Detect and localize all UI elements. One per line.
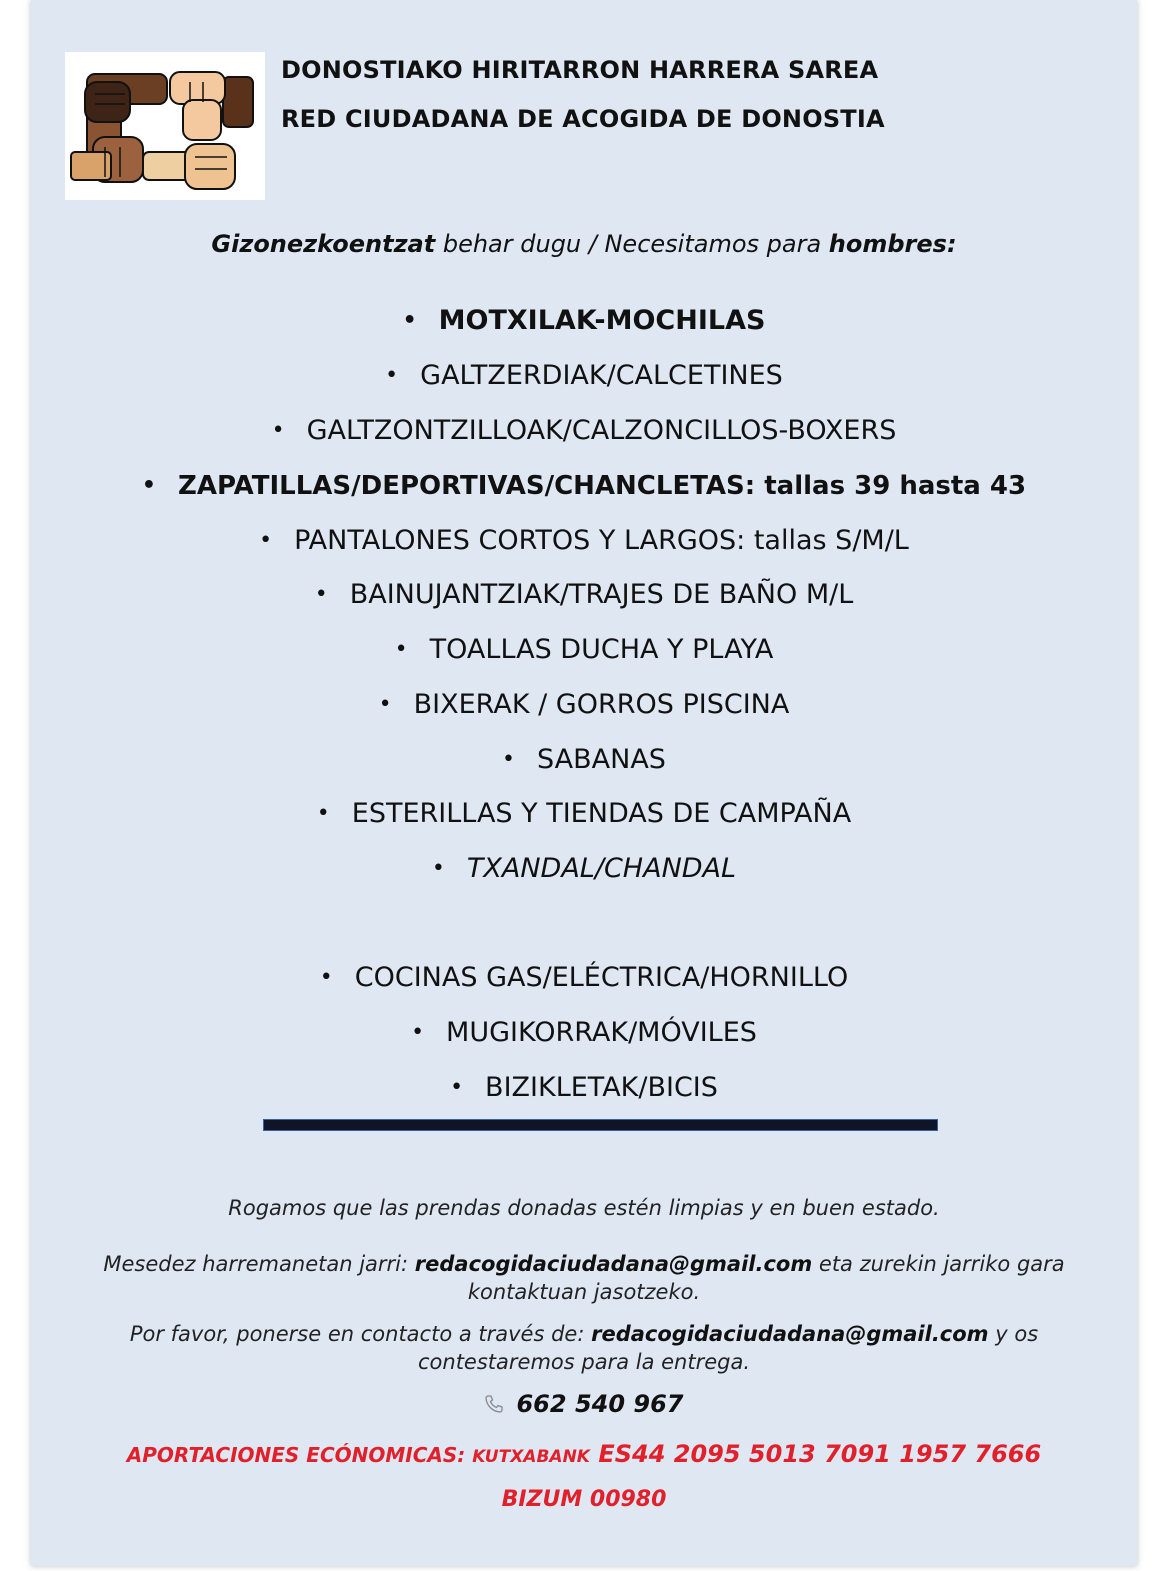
bullet-icon: • <box>402 308 417 333</box>
list-item: • MOTXILAK-MOCHILAS <box>402 305 766 336</box>
list-item: • SABANAS <box>502 744 666 775</box>
phone-number[interactable]: 662 540 967 <box>516 1390 684 1418</box>
section-divider <box>263 1119 938 1131</box>
org-name-spanish: RED CIUDADANA DE ACOGIDA DE DONOSTIA <box>281 105 885 133</box>
intro-basque-bold: Gizonezkoentzat <box>211 230 436 258</box>
org-name-basque: DONOSTIAKO HIRITARRON HARRERA SAREA <box>281 56 879 84</box>
list-item: • GALTZONTZILLOAK/CALZONCILLOS-BOXERS <box>271 415 897 446</box>
donations-label: APORTACIONES ECÓNOMICAS: <box>126 1443 473 1467</box>
phone-icon <box>484 1392 504 1420</box>
bullet-icon: • <box>502 747 516 772</box>
bank-iban: ES44 2095 5013 7091 1957 7666 <box>589 1440 1042 1468</box>
phone-row <box>31 1390 1137 1420</box>
list-item: • BIZIKLETAK/BICIS <box>450 1072 718 1103</box>
bullet-icon: • <box>141 473 156 498</box>
list-item: • TOALLAS DUCHA Y PLAYA <box>394 634 774 665</box>
document-page <box>31 0 1137 1566</box>
bullet-icon: • <box>394 637 408 662</box>
bullet-icon: • <box>271 418 285 443</box>
list-item: • TXANDAL/CHANDAL <box>431 853 737 884</box>
list-item: • BAINUJANTZIAK/TRAJES DE BAÑO M/L <box>314 579 854 610</box>
joined-hands-logo <box>65 52 265 200</box>
bullet-icon: • <box>431 856 445 881</box>
bullet-icon: • <box>450 1075 464 1100</box>
list-item: • BIXERAK / GORROS PISCINA <box>378 689 790 720</box>
bullet-icon: • <box>385 363 399 388</box>
contact-email-link[interactable]: redacogidaciudadana@gmail.com <box>591 1322 989 1346</box>
clean-items-note: Rogamos que las prendas donadas estén limpias y en buen estado. <box>228 1196 940 1220</box>
bullet-icon: • <box>314 582 328 607</box>
list-item: • MUGIKORRAK/MÓVILES <box>411 1017 757 1048</box>
bullet-icon: • <box>259 528 273 553</box>
list-item: • GALTZERDIAK/CALCETINES <box>385 360 783 391</box>
needs-intro <box>31 230 1137 258</box>
bullet-icon: • <box>411 1020 425 1045</box>
list-item: • PANTALONES CORTOS Y LARGOS: tallas S/M/L <box>259 525 909 556</box>
bullet-icon: • <box>319 965 333 990</box>
intro-spanish-bold: hombres: <box>828 230 957 258</box>
bullet-icon: • <box>316 801 330 826</box>
contact-note-basque: Mesedez harremanetan jarri: redacogidaciudadana@gmail.com eta zurekin jarriko gara kontaktuan jasotzeko. <box>103 1252 1065 1304</box>
bizum-code: BIZUM 00980 <box>501 1487 667 1512</box>
bank-name: KUTXABANK <box>472 1447 590 1467</box>
list-item: • ESTERILLAS Y TIENDAS DE CAMPAÑA <box>316 798 852 829</box>
bullet-icon: • <box>378 692 392 717</box>
contact-note-spanish: Por favor, ponerse en contacto a través de: redacogidaciudadana@gmail.com y os contestaremos para la entrega. <box>129 1322 1039 1374</box>
list-item: • ZAPATILLAS/DEPORTIVAS/CHANCLETAS: tallas 39 hasta 43 <box>141 471 1027 501</box>
intro-middle: behar dugu / Necesitamos para <box>435 230 829 258</box>
donations-line <box>31 1440 1137 1468</box>
contact-email-link[interactable]: redacogidaciudadana@gmail.com <box>414 1252 813 1276</box>
list-item: • COCINAS GAS/ELÉCTRICA/HORNILLO <box>319 962 849 993</box>
